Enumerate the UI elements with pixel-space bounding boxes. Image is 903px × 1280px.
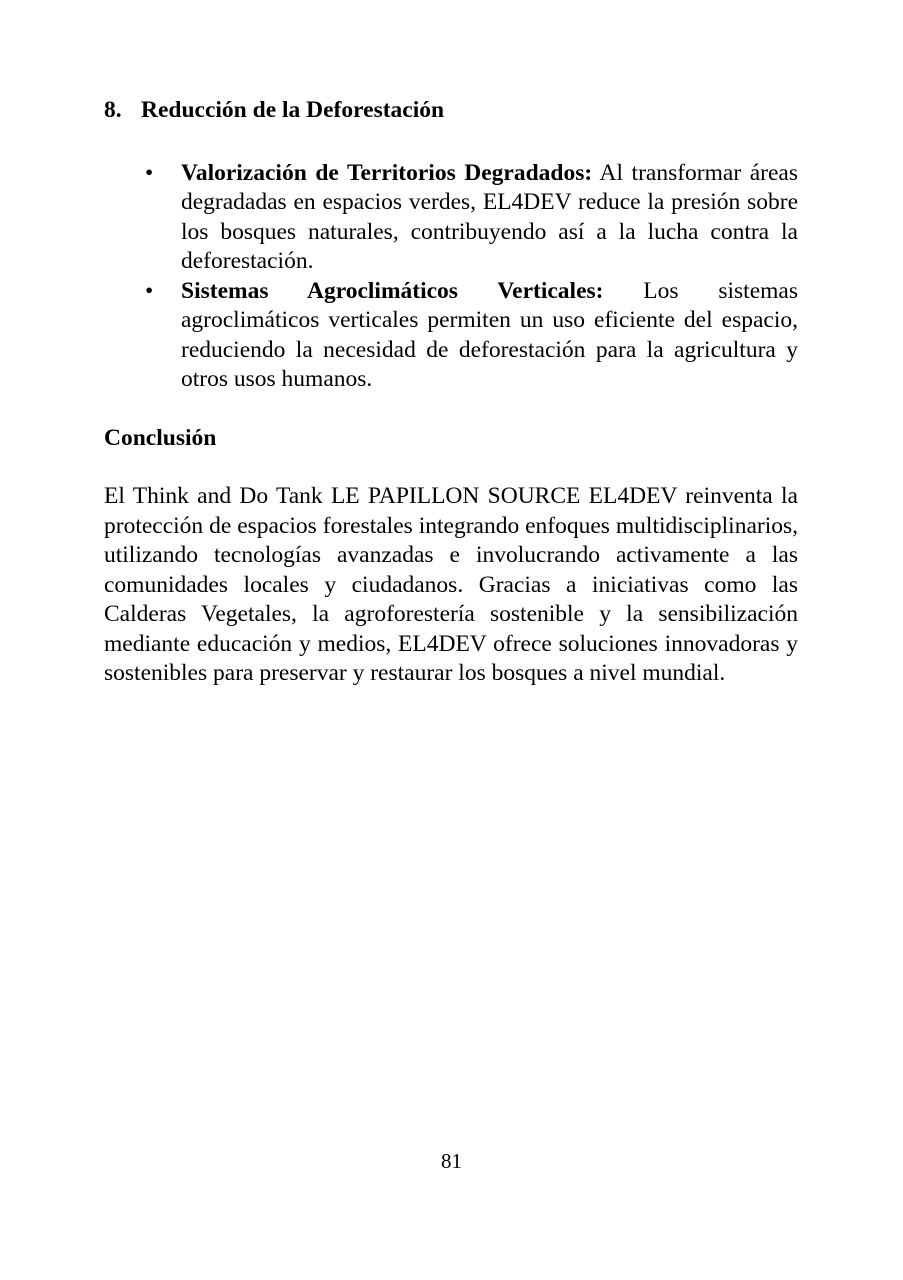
- list-item: [104, 159, 798, 277]
- spacer-list-conclusion: [104, 395, 798, 424]
- list-item: [104, 277, 798, 395]
- spacer-conclusion-body: [104, 453, 798, 482]
- list-item-lead: Valorización de Territorios Degradados: [181, 159, 585, 186]
- list-item-lead: Sistemas Agroclimáticos Verticales: [181, 277, 596, 304]
- spacer-heading-list: [104, 126, 798, 159]
- list-item-body: Al transformar áreas degradadas en espacios verdes, EL4DEV reduce la presión sobre los bosques naturales, contribuyendo así a la lucha contra la deforestación.: [181, 159, 798, 274]
- conclusion-heading: Conclusión: [104, 424, 217, 451]
- section-title: Reducción de la Deforestación: [141, 97, 445, 123]
- list-item-separator: :: [584, 159, 593, 186]
- bullet-icon: •: [145, 159, 154, 186]
- bullet-list: [104, 159, 798, 395]
- bullet-icon: •: [145, 277, 154, 304]
- page-content: [104, 96, 798, 689]
- section-heading: [104, 96, 798, 126]
- list-item-body: Los sistemas agroclimáticos verticales permiten un uso eficiente del espacio, reduciendo la necesidad de deforestación para la agricultura y otros usos humanos.: [181, 277, 798, 392]
- page-number: 81: [441, 1149, 462, 1173]
- section-number: 8.: [104, 97, 122, 123]
- list-item-separator: :: [595, 277, 604, 304]
- conclusion-paragraph: El Think and Do Tank LE PAPILLON SOURCE EL4DEV reinventa la protección de espacios forestales integrando enfoques multidisciplinarios, utilizando tecnologías avanzadas e involucrando activamente a las comunidades locales y ciudadanos. Gracias a iniciativas como las Calderas Vegetales, la agroforestería sostenible y la sensibilización mediante educación y medios, EL4DEV ofrece soluciones innovadoras y sostenibles para preservar y restaurar los bosques a nivel mundial.: [104, 483, 798, 686]
